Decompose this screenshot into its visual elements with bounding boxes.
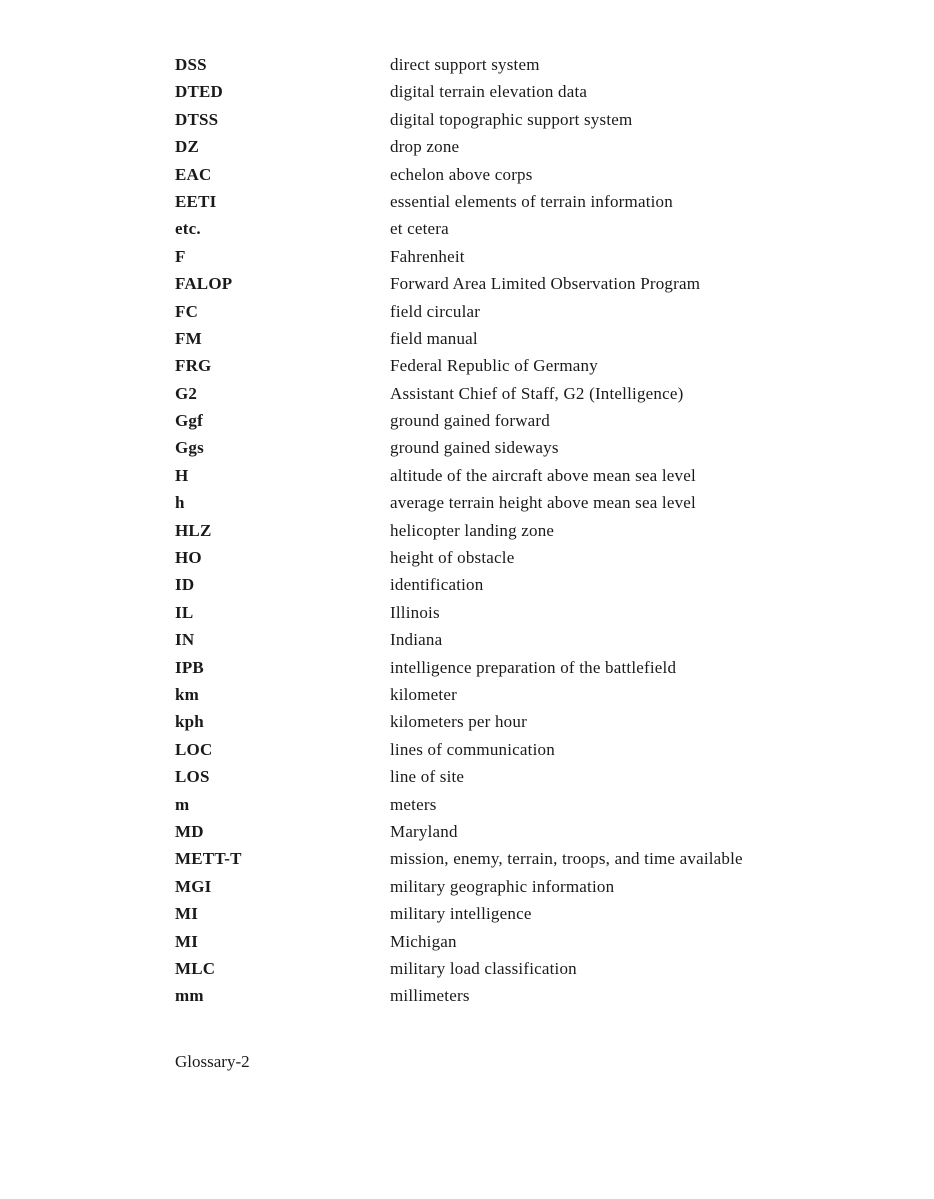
glossary-row <box>175 845 895 872</box>
glossary-row <box>175 434 895 461</box>
glossary-definition: kilometers per hour <box>390 712 527 732</box>
glossary-definition: lines of communication <box>390 739 555 759</box>
glossary-abbr: IPB <box>175 657 204 677</box>
glossary-row <box>175 708 895 735</box>
glossary-abbr: F <box>175 246 186 266</box>
glossary-row <box>175 243 895 270</box>
glossary-row <box>175 626 895 653</box>
glossary-abbr: h <box>175 493 185 513</box>
glossary-definition: altitude of the aircraft above mean sea level <box>390 465 696 485</box>
glossary-definition: millimeters <box>390 986 470 1006</box>
glossary-definition: ground gained sideways <box>390 438 559 458</box>
glossary-definition: echelon above corps <box>390 164 533 184</box>
glossary-definition: essential elements of terrain information <box>390 191 673 211</box>
glossary-abbr: m <box>175 794 190 814</box>
glossary-row <box>175 106 895 133</box>
glossary-definition: intelligence preparation of the battlefield <box>390 657 677 677</box>
glossary-definition: direct support system <box>390 55 540 74</box>
glossary-definition: mission, enemy, terrain, troops, and time available <box>390 849 743 869</box>
glossary-row <box>175 599 895 626</box>
glossary-definition: digital terrain elevation data <box>390 82 588 102</box>
glossary-row <box>175 161 895 188</box>
glossary-abbr: HLZ <box>175 520 212 540</box>
glossary-definition: ground gained forward <box>390 411 550 431</box>
glossary-definition: drop zone <box>390 137 460 157</box>
glossary-row <box>175 818 895 845</box>
glossary-row <box>175 544 895 571</box>
glossary-row <box>175 955 895 982</box>
glossary-row <box>175 380 895 407</box>
glossary-abbr: G2 <box>175 383 198 403</box>
glossary-abbr: DZ <box>175 137 200 157</box>
glossary-abbr: DSS <box>175 55 207 74</box>
glossary-abbr: etc. <box>175 219 201 239</box>
glossary-row <box>175 681 895 708</box>
glossary-abbr: Ggf <box>175 411 203 431</box>
glossary-abbr: MI <box>175 931 199 951</box>
glossary-definition: line of site <box>390 767 465 787</box>
glossary-row <box>175 325 895 352</box>
glossary-abbr: FRG <box>175 356 212 376</box>
glossary-row <box>175 763 895 790</box>
glossary-list <box>175 51 895 1010</box>
glossary-abbr: MD <box>175 821 204 841</box>
glossary-abbr: mm <box>175 986 204 1006</box>
glossary-abbr: LOC <box>175 739 213 759</box>
glossary-abbr: FALOP <box>175 274 233 294</box>
glossary-definition: identification <box>390 575 484 595</box>
glossary-abbr: LOS <box>175 767 210 787</box>
glossary-abbr: H <box>175 465 189 485</box>
glossary-row <box>175 873 895 900</box>
glossary-definition: Fahrenheit <box>390 246 465 266</box>
glossary-abbr: DTSS <box>175 109 219 129</box>
glossary-abbr: HO <box>175 548 202 568</box>
glossary-abbr: ID <box>175 575 195 595</box>
glossary-row <box>175 982 895 1009</box>
glossary-abbr: FM <box>175 328 202 348</box>
glossary-definition: Assistant Chief of Staff, G2 (Intelligence) <box>390 383 684 403</box>
glossary-row <box>175 654 895 681</box>
glossary-abbr: MGI <box>175 876 212 896</box>
page-number: Glossary-2 <box>175 1052 250 1071</box>
glossary-definition: Illinois <box>390 602 440 622</box>
glossary-definition: average terrain height above mean sea level <box>390 493 696 513</box>
glossary-definition: Michigan <box>390 931 457 951</box>
glossary-row <box>175 791 895 818</box>
glossary-definition: height of obstacle <box>390 548 515 568</box>
glossary-row <box>175 517 895 544</box>
glossary-abbr: MLC <box>175 958 216 978</box>
glossary-abbr: EAC <box>175 164 212 184</box>
glossary-row <box>175 298 895 325</box>
glossary-definition: kilometer <box>390 684 457 704</box>
glossary-row <box>175 571 895 598</box>
glossary-abbr: IN <box>175 630 195 650</box>
glossary-row <box>175 489 895 516</box>
glossary-row <box>175 928 895 955</box>
glossary-definition: Federal Republic of Germany <box>390 356 598 376</box>
glossary-row <box>175 736 895 763</box>
glossary-abbr: EETI <box>175 191 217 211</box>
glossary-row <box>175 215 895 242</box>
glossary-definition: field circular <box>390 301 481 321</box>
glossary-abbr: Ggs <box>175 438 204 458</box>
glossary-definition: field manual <box>390 328 478 348</box>
glossary-row <box>175 270 895 297</box>
glossary-row <box>175 51 895 78</box>
glossary-definition: et cetera <box>390 219 449 239</box>
glossary-definition: military intelligence <box>390 904 532 924</box>
glossary-row <box>175 407 895 434</box>
glossary-abbr: IL <box>175 602 194 622</box>
glossary-definition: helicopter landing zone <box>390 520 555 540</box>
glossary-abbr: km <box>175 684 200 704</box>
glossary-definition: meters <box>390 794 437 814</box>
glossary-row <box>175 900 895 927</box>
glossary-abbr: FC <box>175 301 199 321</box>
glossary-abbr: kph <box>175 712 204 732</box>
glossary-abbr: MI <box>175 904 199 924</box>
glossary-definition: Forward Area Limited Observation Program <box>390 274 701 294</box>
glossary-abbr: DTED <box>175 82 224 102</box>
glossary-definition: Maryland <box>390 821 458 841</box>
glossary-row <box>175 78 895 105</box>
glossary-row <box>175 462 895 489</box>
glossary-row <box>175 188 895 215</box>
glossary-definition: Indiana <box>390 630 443 650</box>
glossary-abbr: METT-T <box>175 849 242 869</box>
glossary-definition: military geographic information <box>390 876 615 896</box>
glossary-definition: military load classification <box>390 958 577 978</box>
glossary-row <box>175 352 895 379</box>
glossary-definition: digital topographic support system <box>390 109 633 129</box>
glossary-row <box>175 133 895 160</box>
